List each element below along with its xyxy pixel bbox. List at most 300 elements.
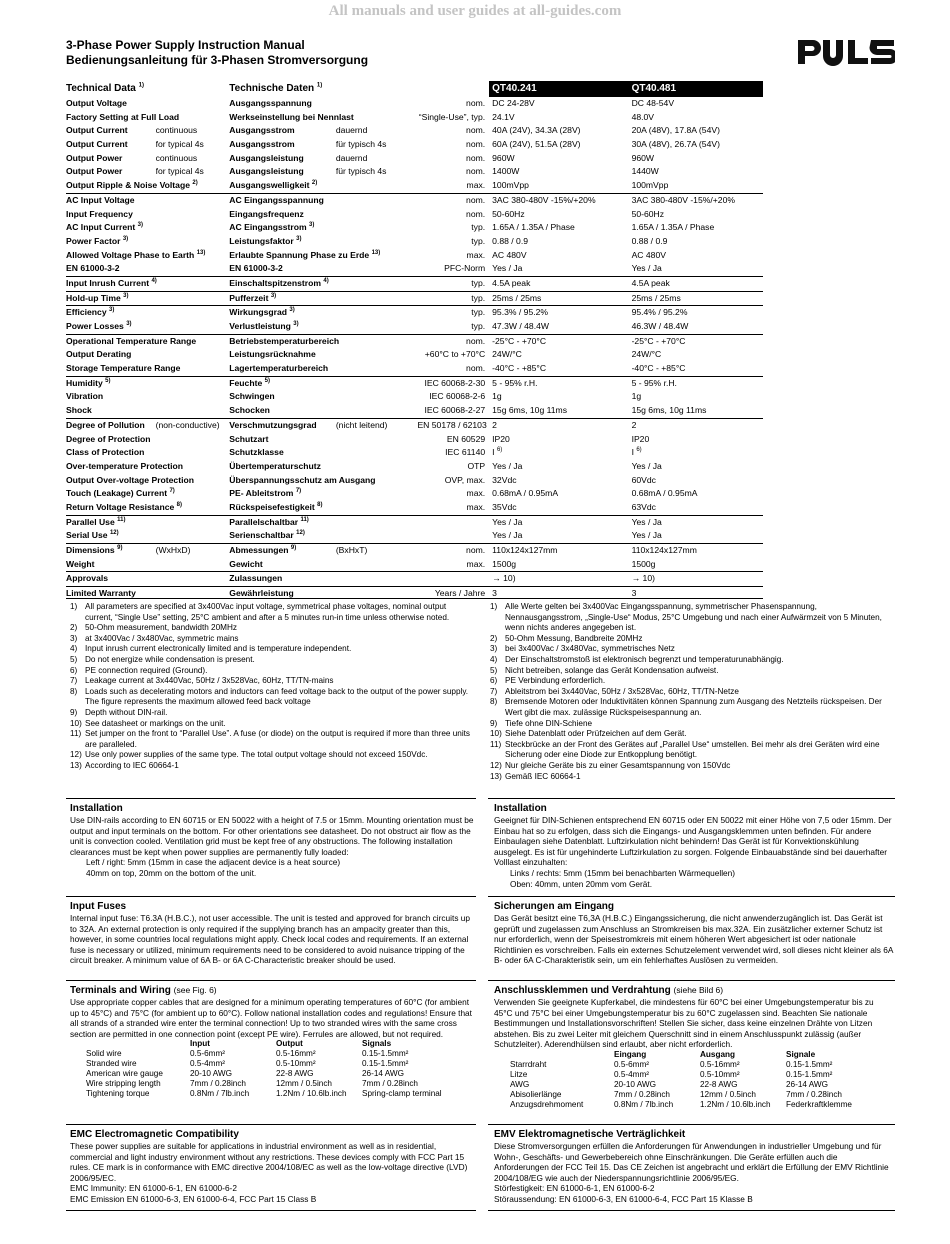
footnote: 11) Steckbrücke an der Front des Gerätes auf „Parallel Use“ umstellen. Bei mehr als drei Geräten wird eine Sicherung oder eine Diode zur Entkopplung benötigt. — [490, 739, 880, 760]
spec-label-en: Factory Setting at Full Load — [66, 111, 180, 122]
header-technische-daten: Technische Daten $^{1)}$ — [229, 82, 323, 94]
document-title — [66, 38, 368, 68]
spec-value-qt40-481: 48.0V — [631, 111, 655, 122]
spec-row — [66, 404, 763, 418]
spec-qualifier: PFC-Norm — [444, 263, 486, 274]
spec-qualifier: nom. — [466, 363, 486, 374]
spec-sublabel-de: für typisch 4s — [335, 166, 387, 177]
spec-value-qt40-481: 46.3W / 48.4W — [631, 321, 689, 331]
spec-label-en: Output Current — [66, 125, 128, 136]
wiring-row: Abisolierlänge 7mm / 0.28inch 12mm / 0.5inch 7mm / 0.28inch — [510, 1089, 842, 1099]
spec-label-de: Werkseinstellung bei Nennlast — [229, 111, 354, 122]
divider — [66, 598, 763, 599]
spec-label-de: AC Eingangsstrom $^{3)}$ — [229, 222, 315, 233]
spec-qualifier: Years / Jahre — [434, 588, 486, 599]
spec-row — [66, 418, 763, 433]
technical-data-table — [66, 81, 763, 601]
spec-value-qt40-481: 960W — [631, 152, 655, 163]
header-model-qt40-481: QT40.481 — [629, 81, 763, 97]
spec-row — [66, 276, 763, 291]
spec-label-en: Dimensions $^{9)}$ — [66, 545, 123, 555]
spec-label-de: Betriebstemperaturbereich — [229, 335, 340, 346]
spec-label-en: Output Power — [66, 166, 123, 177]
spec-value-qt40-481: Yes / Ja — [631, 460, 662, 471]
spec-qualifier: typ. — [471, 307, 486, 318]
spec-value-qt40-241: Yes / Ja — [492, 516, 523, 527]
wiring-row: Litze 0.5-4mm² 0.5-10mm² 0.15-1.5mm² — [510, 1069, 833, 1079]
spec-qualifier: nom. — [466, 208, 486, 219]
spec-label-en: Input Frequency — [66, 208, 133, 219]
spec-qualifier: OTP — [467, 460, 486, 471]
spec-label-de: PE- Ableitstrom $^{7)}$ — [229, 488, 302, 499]
spec-sublabel-de: (BxHxT) — [335, 545, 368, 555]
spec-label-de: Ausgangsstrom — [229, 139, 295, 150]
title-en: 3-Phase Power Supply Instruction Manual — [66, 38, 305, 52]
spec-value-qt40-241: 4.5A peak — [492, 277, 531, 288]
spec-qualifier: nom. — [466, 545, 486, 555]
spec-row — [66, 390, 763, 404]
spec-label-en: Output Over-voltage Protection — [66, 474, 194, 485]
spec-label-de: Überspannungsschutz am Ausgang — [229, 474, 376, 485]
spec-value-qt40-481: 3 — [631, 588, 637, 599]
emc-de: EMV Elektromagnetische Verträglichkeit Diese Stromversorgungen erfüllen die Anforderungen für Anwendungen in industrieller Umgebung und für Wohn-, Geschäfts- und Gewerbebereich ohne Einschränkungen. Die Geräte erfüllen auch die Anforderungen der FCC Teil 15. Das CE Zeichen ist angebracht und erklärt die Erfüllung der EMV Richtlinie 2004/108/EG wie auch der Niederspannungsrichtlinie 2006/95/EG. Störfestigkeit: EN 61000-6-1, EN 61000-6-2 Störaussendung: EN 61000-6-3, EN 61000-6-4, FCC Part 15 Klasse B — [494, 1128, 894, 1205]
footnote: 2) 50-Ohm Messung, Bandbreite 20MHz — [490, 633, 643, 643]
spec-row — [66, 362, 763, 376]
spec-value-qt40-481: IP20 — [631, 433, 650, 444]
footnote: 1) Alle Werte gelten bei 3x400Vac Eingangsspannung, symmetrischer Phasenspannung, Nennausgangsstrom, „Single-Use“ Modus, 25°C Umgebung und nach einer Aufwärmzeit von 5 Minuten, wenn nichts anderes angegeben ist. — [490, 602, 882, 633]
spec-sublabel-en: for typical 4s — [155, 166, 204, 177]
wiring-row: Solid wire 0.5-6mm² 0.5-16mm² 0.15-1.5mm² — [86, 1049, 409, 1059]
spec-value-qt40-241: Yes / Ja — [492, 460, 523, 471]
footnote: 4) Input inrush current electronically limited and is temperature independent. — [70, 644, 352, 654]
wiring-table-de — [508, 1050, 870, 1110]
spec-value-qt40-481: 20A (48V), 17.8A (54V) — [631, 125, 720, 136]
spec-qualifier: nom. — [466, 335, 486, 346]
spec-row — [66, 305, 763, 320]
spec-row — [66, 124, 763, 138]
spec-value-qt40-241: 50-60Hz — [492, 208, 525, 219]
spec-value-qt40-241: 110x124x127mm — [492, 545, 558, 555]
spec-row — [66, 320, 763, 334]
input-fuses-de — [494, 900, 894, 966]
spec-value-qt40-481: 30A (48V), 26.7A (54V) — [631, 139, 720, 150]
spec-row — [66, 501, 763, 515]
spec-value-qt40-481: 4.5A peak — [631, 277, 670, 288]
spec-label-en: AC Input Current $^{3)}$ — [66, 222, 143, 233]
spec-qualifier: OVP, max. — [444, 474, 486, 485]
spec-label-en: Approvals — [66, 573, 109, 584]
spec-label-en: Degree of Pollution — [66, 419, 145, 430]
footnote: 5) Nicht betreiben, solange das Gerät Kondensation aufweist. — [490, 665, 719, 675]
section-text: Use DIN-rails according to EN 60715 or EN 50022 with a height of 7.5 or 15mm. Mounting orientation must be output and input terminals on the bottom. For other orientations see datasheet. Do not obstruct air flow as the unit is convection cooled. Ventilation grid must be kept free of any obstructions. The following installation clearances must be kept when power supplies are permanently fully loaded: — [70, 815, 474, 857]
spec-value-qt40-481: Yes / Ja — [631, 530, 662, 541]
footnote: 11) Set jumper on the front to “Parallel Use”. A fuse (or diode) on the output is required if more than three units are paralleled. — [70, 729, 471, 749]
spec-label-de: Gewicht — [229, 558, 263, 569]
spec-value-qt40-481: 1440W — [631, 166, 659, 177]
footnote: 9) Tiefe ohne DIN-Schiene — [490, 718, 593, 728]
spec-label-de: EN 61000-3-2 — [229, 263, 283, 274]
spec-value-qt40-481: 25ms / 25ms — [631, 292, 681, 303]
spec-label-en: Humidity $^{5)}$ — [66, 377, 111, 388]
spec-label-de: Lagertemperaturbereich — [229, 363, 329, 374]
terminals-wiring-de — [494, 984, 894, 1110]
spec-qualifier: max. — [466, 488, 486, 499]
footnote: 13) According to IEC 60664-1 — [70, 760, 179, 770]
spec-value-qt40-241: AC 480V — [492, 249, 527, 260]
spec-label-en: Limited Warranty — [66, 588, 136, 599]
spec-qualifier: typ. — [471, 321, 486, 331]
puls-logo — [797, 36, 895, 66]
spec-row — [66, 208, 763, 222]
spec-value-qt40-241: 24.1V — [492, 111, 515, 122]
footnote: 6) PE Verbindung erforderlich. — [490, 676, 606, 686]
spec-label-en: Shock — [66, 405, 92, 416]
spec-qualifier: EN 60529 — [446, 433, 486, 444]
spec-value-qt40-481: 1g — [631, 391, 642, 402]
footnote: 6) PE connection required (Ground). — [70, 665, 208, 675]
spec-value-qt40-241: Yes / Ja — [492, 263, 523, 274]
wiring-row: AWG 20-10 AWG 22-8 AWG 26-14 AWG — [510, 1079, 829, 1089]
spec-value-qt40-241: 1500g — [492, 558, 517, 569]
header-technical-data: Technical Data $^{1)}$ — [66, 82, 144, 94]
spec-qualifier: IEC 60068-2-27 — [424, 405, 486, 416]
spec-qualifier: max. — [466, 501, 486, 512]
spec-label-de: Leistungsfaktor $^{3)}$ — [229, 235, 302, 246]
footnote: 9) Depth without DIN-rail. — [70, 707, 168, 717]
spec-value-qt40-241: IP20 — [492, 433, 510, 444]
footnote: 8) Bremsende Motoren oder Induktivitäten können Spannung zum Ausgang des Netzteils rückspeisen. Der Wert gibt die max. zulässige Rückspeisespannung an. — [490, 697, 882, 717]
spec-value-qt40-481: -25°C - +70°C — [631, 335, 686, 346]
spec-value-qt40-481: 110x124x127mm — [631, 545, 697, 555]
spec-label-de: Rückspeisefestigkeit $^{8)}$ — [229, 501, 323, 512]
spec-label-de: Ausgangsspannung — [229, 98, 312, 108]
spec-qualifier: “Single-Use”, typ. — [418, 111, 486, 122]
spec-label-de: Ausgangswelligkeit $^{2)}$ — [229, 180, 318, 191]
spec-label-de: Schutzklasse — [229, 447, 284, 458]
spec-qualifier: nom. — [466, 166, 486, 177]
footnotes-en — [70, 602, 475, 772]
spec-label-en: EN 61000-3-2 — [66, 263, 120, 274]
spec-sublabel-en: continuous — [155, 125, 198, 136]
divider — [488, 1210, 895, 1211]
spec-value-qt40-481: 0.88 / 0.9 — [631, 235, 668, 246]
spec-value-qt40-481: 2 — [631, 419, 637, 430]
spec-value-qt40-241: 0.68mA / 0.95mA — [492, 488, 559, 499]
spec-qualifier: typ. — [471, 277, 486, 288]
spec-label-de: Übertemperaturschutz — [229, 460, 321, 471]
spec-label-de: Zulassungen — [229, 573, 283, 584]
wiring-table-en — [84, 1039, 446, 1099]
spec-value-qt40-241: 2 — [492, 419, 497, 430]
section-text: Verwenden Sie geeignete Kupferkabel, die mindestens für 60°C bei einer Umgebungstemperatur bis zu 45°C und 75°C bei einer Umgebungstemperatur bis zu 60°C zugelassen sind. Beachten Sie nationale Bestimmungen und Installationsvorschriften! Stellen Sie sicher, dass keine einzelnen Drähte von Litzen abstehen. Bis zu zwei Leiter mit gleichem Querschnitt sind in einem Anschlusspunkt zulässig (außer Schutzleiter). Aderendhülsen sind erlaubt, aber nicht erforderlich. — [494, 997, 874, 1050]
section-heading: Installation — [494, 803, 547, 814]
spec-label-en: Efficiency $^{3)}$ — [66, 307, 115, 318]
spec-label-de: Verschmutzungsgrad — [229, 419, 317, 430]
spec-sublabel-en: continuous — [155, 152, 198, 163]
footnote: 3) at 3x400Vac / 3x480Vac, symmetric mains — [70, 633, 239, 643]
divider — [488, 980, 895, 981]
spec-qualifier: IEC 60068-2-30 — [424, 377, 486, 388]
spec-label-en: Output Derating — [66, 349, 132, 360]
spec-value-qt40-241: 3AC 380-480V -15%/+20% — [492, 194, 596, 205]
spec-value-qt40-481: 50-60Hz — [631, 208, 665, 219]
spec-value-qt40-241: 1g — [492, 391, 502, 402]
wiring-row: Anzugsdrehmoment 0.8Nm / 7lb.inch 1.2Nm / 10.6lb.inch Federkraftklemme — [510, 1099, 852, 1109]
wiring-header-row: Eingang Ausgang Signale — [614, 1049, 816, 1059]
spec-row — [66, 474, 763, 488]
spec-sublabel-en: (non-conductive) — [155, 419, 220, 430]
spec-qualifier: EN 50178 / 62103 — [417, 419, 487, 430]
spec-row — [66, 446, 763, 460]
section-heading: Installation — [70, 803, 123, 814]
spec-value-qt40-481: → 10) — [631, 573, 655, 584]
section-text: Das Gerät besitzt eine T6,3A (H.B.C.) Eingangssicherung, die nicht anwenderzugänglich ist. Das Gerät ist geprüft und zugelassen zum Anschluss an Stromkreisen bis max.32A. Ein zusätzlicher externer Schutz ist nur erforderlich, wenn der Speisestromkreis mit einem höheren Wert abgesichert ist oder nationale Richtlinien es vorschreiben. Falls ein externes Schutzelement verwendet wird, soll dieses nicht kleiner als 6A B- oder 6A C-Charakteristik sein, um ein fehlerhaftes Auslösen zu vermeiden. — [494, 913, 893, 966]
spec-label-de: Ausgangsleistung — [229, 152, 304, 163]
spec-label-en: Allowed Voltage Phase to Earth $^{13)}$ — [66, 249, 206, 260]
spec-value-qt40-481: 60Vdc — [631, 474, 656, 485]
spec-value-qt40-481: Yes / Ja — [631, 516, 662, 527]
section-heading: Sicherungen am Eingang — [494, 901, 615, 912]
terminals-wiring-en — [70, 984, 476, 1099]
spec-row — [66, 543, 763, 558]
spec-row — [66, 179, 763, 193]
footnote: 7) Leakage current at 3x440Vac, 50Hz / 3x528Vac, 60Hz, TT/TN-mains — [70, 676, 334, 686]
spec-value-qt40-481: I $^{6)}$ — [631, 447, 642, 458]
spec-qualifier: IEC 60068-2-6 — [429, 391, 486, 402]
divider — [66, 1124, 476, 1125]
spec-sublabel-de: dauernd — [335, 125, 368, 136]
spec-value-qt40-241: 24W/°C — [492, 349, 522, 360]
spec-value-qt40-241: 35Vdc — [492, 501, 517, 512]
wiring-row: Starrdraht 0.5-6mm² 0.5-16mm² 0.15-1.5mm² — [510, 1059, 833, 1069]
title-de: Bedienungsanleitung für 3-Phasen Stromversorgung — [66, 53, 369, 67]
spec-row — [66, 376, 763, 391]
spec-row — [66, 111, 763, 125]
spec-label-en: Degree of Protection — [66, 433, 151, 444]
spec-row — [66, 348, 763, 362]
spec-label-en: Output Ripple & Noise Voltage $^{2)}$ — [66, 180, 198, 191]
spec-label-de: Eingangsfrequenz — [229, 208, 304, 219]
spec-value-qt40-481: 3AC 380-480V -15%/+20% — [631, 194, 735, 205]
spec-row — [66, 97, 763, 111]
section-text: These power supplies are suitable for applications in industrial environment as well as in residential, commercial and light industry environment without any restrictions. These devices comply with FCC Part 15 rules. CE mark is in conformance with EMC directive 2004/108/EC as well as the low-voltage directive (LVD) 2006/95/EC. — [70, 1141, 468, 1183]
spec-header-row — [66, 81, 763, 97]
spec-value-qt40-481: AC 480V — [631, 249, 666, 260]
section-text: Internal input fuse: T6.3A (H.B.C.), not user accessible. The unit is tested and approved for branch circuits up to 32A. An external protection is only required if the supplying branch has an ampacity greater than this, however, in some countries local regulations might apply. Check local codes and requirements. If an external fuse is necessary or utilized, minimum requirements need to be considered to avoid nuisance tripping of the circuit breaker. A minimum value of 6A B- or 6A C-Characteristic breaker should be used. — [70, 913, 471, 966]
spec-sublabel-en: (WxHxD) — [155, 545, 191, 555]
spec-qualifier — [417, 529, 489, 543]
spec-label-en: Parallel Use $^{11)}$ — [66, 516, 126, 527]
spec-value-qt40-481: DC 48-54V — [631, 98, 675, 108]
spec-value-qt40-241: 32Vdc — [492, 474, 517, 485]
footnote: 7) Ableitstrom bei 3x440Vac, 50Hz / 3x528Vac, 60Hz, TT/TN-Netze — [490, 686, 739, 696]
spec-value-qt40-241: 47.3W / 48.4W — [492, 321, 549, 331]
spec-row — [66, 221, 763, 235]
footnote: 8) Loads such as decelerating motors and inductors can feed voltage back to the output of the power supply. The figure represents the maximum allowed feed back voltage — [70, 686, 469, 707]
spec-label-de: Abmessungen $^{9)}$ — [229, 545, 297, 555]
spec-value-qt40-241: 40A (24V), 34.3A (28V) — [492, 125, 581, 136]
spec-qualifier: +60°C to +70°C — [424, 349, 486, 360]
footnote: 12) Use only power supplies of the same type. The total output voltage should not exceed 150Vdc. — [70, 750, 428, 760]
footnotes-de — [490, 602, 895, 782]
wiring-row: Wire stripping length 7mm / 0.28inch 12mm / 0.5inch 7mm / 0.28inch — [86, 1079, 418, 1089]
footnote: 10) See datasheet or markings on the unit. — [70, 718, 226, 728]
spec-value-qt40-241: 3 — [492, 588, 497, 599]
installation-de: Installation Geeignet für DIN-Schienen entsprechend EN 60715 oder EN 50022 mit einer Höhe von 7,5 oder 15mm. Der Einbau hat so zu erfolgen, dass sich die Eingangs- und Ausgangsklemmen unten befinden. Für andere Einbaulagen siehe Datenblatt. Luftzirkulation nicht behindern! Das Gerät ist für Konvektionskühlung ausgelegt. Es ist für ungehinderte Luftzirkulation zu sorgen. Folgende Einbauabstände sind bei dauerhafter Volllast einzuhalten: Links / rechts: 5mm (15mm bei benachbarten Wärmequellen) Oben: 40mm, unten 20mm vom Gerät. — [494, 802, 894, 889]
input-fuses-en — [70, 900, 476, 966]
spec-value-qt40-481: -40°C - +85°C — [631, 363, 686, 374]
spec-row — [66, 487, 763, 501]
spec-value-qt40-481: 0.68mA / 0.95mA — [631, 488, 698, 499]
spec-label-de: Verlustleistung $^{3)}$ — [229, 321, 299, 331]
spec-row — [66, 460, 763, 474]
spec-label-en: Storage Temperature Range — [66, 363, 181, 374]
spec-label-de: Feuchte $^{5)}$ — [229, 377, 270, 388]
spec-sublabel-de: dauernd — [335, 152, 368, 163]
spec-qualifier — [417, 516, 489, 530]
spec-qualifier: nom. — [466, 139, 486, 150]
spec-value-qt40-481: 24W/°C — [631, 349, 662, 360]
emc-en: EMC Electromagnetic Compatibility These power supplies are suitable for applications in industrial environment as well as in residential, commercial and light industry environment without any restrictions. These devices comply with FCC Part 15 rules. CE mark is in conformance with EMC directive 2004/108/EC as well as the low-voltage directive (LVD) 2006/95/EC. EMC Immunity: EN 61000-6-1, EN 61000-6-2 EMC Emission EN 61000-6-3, EN 61000-6-4, FCC Part 15 Class B — [70, 1128, 476, 1205]
spec-value-qt40-481: 100mVpp — [631, 180, 669, 191]
spec-row — [66, 558, 763, 572]
footnote: 2) 50-Ohm measurement, bandwidth 20MHz — [70, 623, 237, 633]
spec-label-de: Wirkungsgrad $^{3)}$ — [229, 307, 295, 318]
spec-label-en: Output Power — [66, 152, 123, 163]
header-model-qt40-241: QT40.241 — [489, 81, 628, 97]
spec-label-de: Erlaubte Spannung Phase zu Erde $^{13)}$ — [229, 249, 381, 260]
spec-label-de: Schocken — [229, 405, 270, 416]
divider — [66, 1210, 476, 1211]
spec-qualifier: nom. — [466, 152, 486, 163]
spec-value-qt40-481: Yes / Ja — [631, 263, 662, 274]
spec-label-en: AC Input Voltage — [66, 194, 135, 205]
divider — [66, 798, 476, 799]
spec-label-de: Serienschaltbar $^{12)}$ — [229, 530, 305, 541]
spec-label-en: Hold-up Time $^{3)}$ — [66, 292, 129, 303]
spec-value-qt40-241: 60A (24V), 51.5A (28V) — [492, 139, 581, 150]
footnote: 3) bei 3x400Vac / 3x480Vac, symmetrisches Netz — [490, 644, 675, 654]
spec-label-de: Einschaltspitzenstrom $^{4)}$ — [229, 277, 329, 288]
spec-qualifier: max. — [466, 249, 486, 260]
divider — [66, 980, 476, 981]
spec-label-en: Class of Protection — [66, 447, 145, 458]
spec-label-de: Ausgangsstrom — [229, 125, 295, 136]
footnote: 1) All parameters are specified at 3x400Vac input voltage, symmetrical phase voltages, nominal output current, “Single Use” setting, 25°C ambient and after a 5 minutes run-in time unless otherwise noted. — [70, 602, 450, 622]
section-text: Diese Stromversorgungen erfüllen die Anforderungen für Anwendungen in industrieller Umgebung und für Wohn-, Geschäfts- und Gewerbebereich ohne Einschränkungen. Die Geräte erfüllen auch die Anforderungen der FCC Teil 15. Das CE Zeichen ist angebracht und erklärt die Erfüllung der EMV Richtlinie 2004/108/EG wie auch der Niederspannungsrichtlinie 2006/95/EG. — [494, 1141, 889, 1183]
spec-label-en: Return Voltage Resistance $^{8)}$ — [66, 501, 182, 512]
spec-value-qt40-241: 1400W — [492, 166, 520, 177]
spec-label-en: Weight — [66, 558, 95, 569]
spec-qualifier: typ. — [471, 235, 486, 246]
spec-row — [66, 571, 763, 586]
spec-row — [66, 529, 763, 543]
spec-row — [66, 235, 763, 249]
section-heading: Input Fuses — [70, 901, 127, 912]
section-heading: EMC Electromagnetic Compatibility — [70, 1129, 239, 1140]
spec-qualifier: nom. — [466, 125, 486, 136]
spec-qualifier: max. — [466, 558, 486, 569]
spec-qualifier: max. — [466, 180, 486, 191]
spec-label-en: Power Factor $^{3)}$ — [66, 235, 129, 246]
spec-label-de: Leistungsrücknahme — [229, 349, 316, 360]
spec-label-en: Power Losses $^{3)}$ — [66, 321, 132, 331]
divider — [488, 1124, 895, 1125]
spec-value-qt40-481: 5 - 95% r.H. — [631, 377, 677, 388]
spec-value-qt40-241: 1.65A / 1.35A / Phase — [492, 222, 575, 233]
spec-qualifier: typ. — [471, 222, 486, 233]
spec-sublabel-de: (nicht leitend) — [335, 419, 388, 430]
section-heading: EMV Elektromagnetische Verträglichkeit — [494, 1129, 686, 1140]
spec-row — [66, 165, 763, 179]
footnote: 5) Do not energize while condensation is present. — [70, 654, 255, 664]
section-heading: Anschlussklemmen und Verdrahtung (siehe Bild 6) — [494, 985, 724, 996]
divider — [488, 798, 895, 799]
spec-value-qt40-481: 1.65A / 1.35A / Phase — [631, 222, 715, 233]
spec-value-qt40-241: 15g 6ms, 10g 11ms — [492, 405, 567, 416]
spec-label-de: AC Eingangsspannung — [229, 194, 324, 205]
spec-value-qt40-241: 100mVpp — [492, 180, 529, 191]
spec-value-qt40-241: → 10) — [492, 573, 516, 584]
footnote: 12) Nur gleiche Geräte bis zu einer Gesamtspannung von 150Vdc — [490, 760, 731, 770]
spec-row — [66, 262, 763, 276]
spec-label-de: Schutzart — [229, 433, 269, 444]
spec-value-qt40-241: 5 - 95% r.H. — [492, 377, 538, 388]
spec-sublabel-en: for typical 4s — [155, 139, 204, 150]
spec-row — [66, 152, 763, 166]
section-text: Geeignet für DIN-Schienen entsprechend EN 60715 oder EN 50022 mit einer Höhe von 7,5 oder 15mm. Der Einbau hat so zu erfolgen, dass sich die Eingangs- und Ausgangsklemmen unten befinden. Für andere Einbaulagen siehe Datenblatt. Luftzirkulation nicht behindern! Das Gerät ist für Konvektionskühlung ausgelegt. Es ist für ungehinderte Luftzirkulation zu sorgen. Folgende Einbauabstände sind bei dauerhafter Volllast einzuhalten: — [494, 815, 892, 868]
spec-row — [66, 515, 763, 530]
spec-row — [66, 193, 763, 208]
spec-qualifier: typ. — [471, 292, 486, 303]
spec-label-en: Output Voltage — [66, 98, 127, 108]
spec-value-qt40-481: 15g 6ms, 10g 11ms — [631, 405, 707, 416]
spec-label-en: Touch (Leakage) Current $^{7)}$ — [66, 488, 175, 499]
spec-qualifier: nom. — [466, 98, 486, 108]
spec-label-de: Parallelschaltbar $^{11)}$ — [229, 516, 309, 527]
section-heading: Terminals and Wiring (see Fig. 6) — [70, 985, 217, 996]
spec-label-de: Schwingen — [229, 391, 275, 402]
spec-value-qt40-241: 95.3% / 95.2% — [492, 307, 549, 318]
spec-row — [66, 334, 763, 349]
spec-value-qt40-241: 25ms / 25ms — [492, 292, 542, 303]
spec-label-de: Gewährleistung — [229, 588, 294, 599]
footnote: 13) Gemäß IEC 60664-1 — [490, 771, 581, 781]
spec-row — [66, 249, 763, 263]
installation-en: Installation Use DIN-rails according to EN 60715 or EN 50022 with a height of 7.5 or 15mm. Mounting orientation must be output and input terminals on the bottom. For other orientations see datasheet. Do not obstruct air flow as the unit is convection cooled. Ventilation grid must be kept free of any obstructions. The following installation clearances must be kept when power supplies are permanently fully loaded: Left / right: 5mm (15mm in case the adjacent device is a heat source) 40mm on top, 20mm on the bottom of the unit. — [70, 802, 476, 879]
spec-qualifier — [417, 572, 489, 586]
spec-value-qt40-241: 0.88 / 0.9 — [492, 235, 528, 246]
footnote: 4) Der Einschaltstromstoß ist elektronisch begrenzt und temperaturunabhängig. — [490, 654, 784, 664]
spec-value-qt40-241: 960W — [492, 152, 515, 163]
spec-value-qt40-241: -25°C - +70°C — [492, 335, 547, 346]
wiring-row: Stranded wire 0.5-4mm² 0.5-10mm² 0.15-1.5mm² — [86, 1059, 409, 1069]
spec-label-de: Ausgangsleistung — [229, 166, 304, 177]
divider — [488, 896, 895, 897]
spec-label-en: Output Current — [66, 139, 128, 150]
spec-sublabel-de: für typisch 4s — [335, 139, 387, 150]
footnote: 10) Siehe Datenblatt oder Prüfzeichen auf dem Gerät. — [490, 729, 687, 739]
spec-value-qt40-241: -40°C - +85°C — [492, 363, 547, 374]
spec-value-qt40-241: Yes / Ja — [492, 530, 523, 541]
spec-row — [66, 138, 763, 152]
spec-value-qt40-481: 63Vdc — [631, 501, 656, 512]
spec-label-en: Serial Use $^{12)}$ — [66, 530, 119, 541]
section-text: Use appropriate copper cables that are designed for a minimum operating temperatures of 60°C (for ambient up to 45°C) and 75°C (for ambient up to 60°C). Follow national installation codes and regulations! Ensure that all strands of a stranded wire enter the terminal connection! Up to two stranded wires with the same cross section are permitted in one connection point (except PE wire). Ferrules are allowed, but not required. — [70, 997, 472, 1039]
spec-row — [66, 433, 763, 447]
wiring-row: American wire gauge 20-10 AWG 22-8 AWG 26-14 AWG — [86, 1069, 405, 1079]
spec-value-qt40-481: 1500g — [631, 558, 656, 569]
